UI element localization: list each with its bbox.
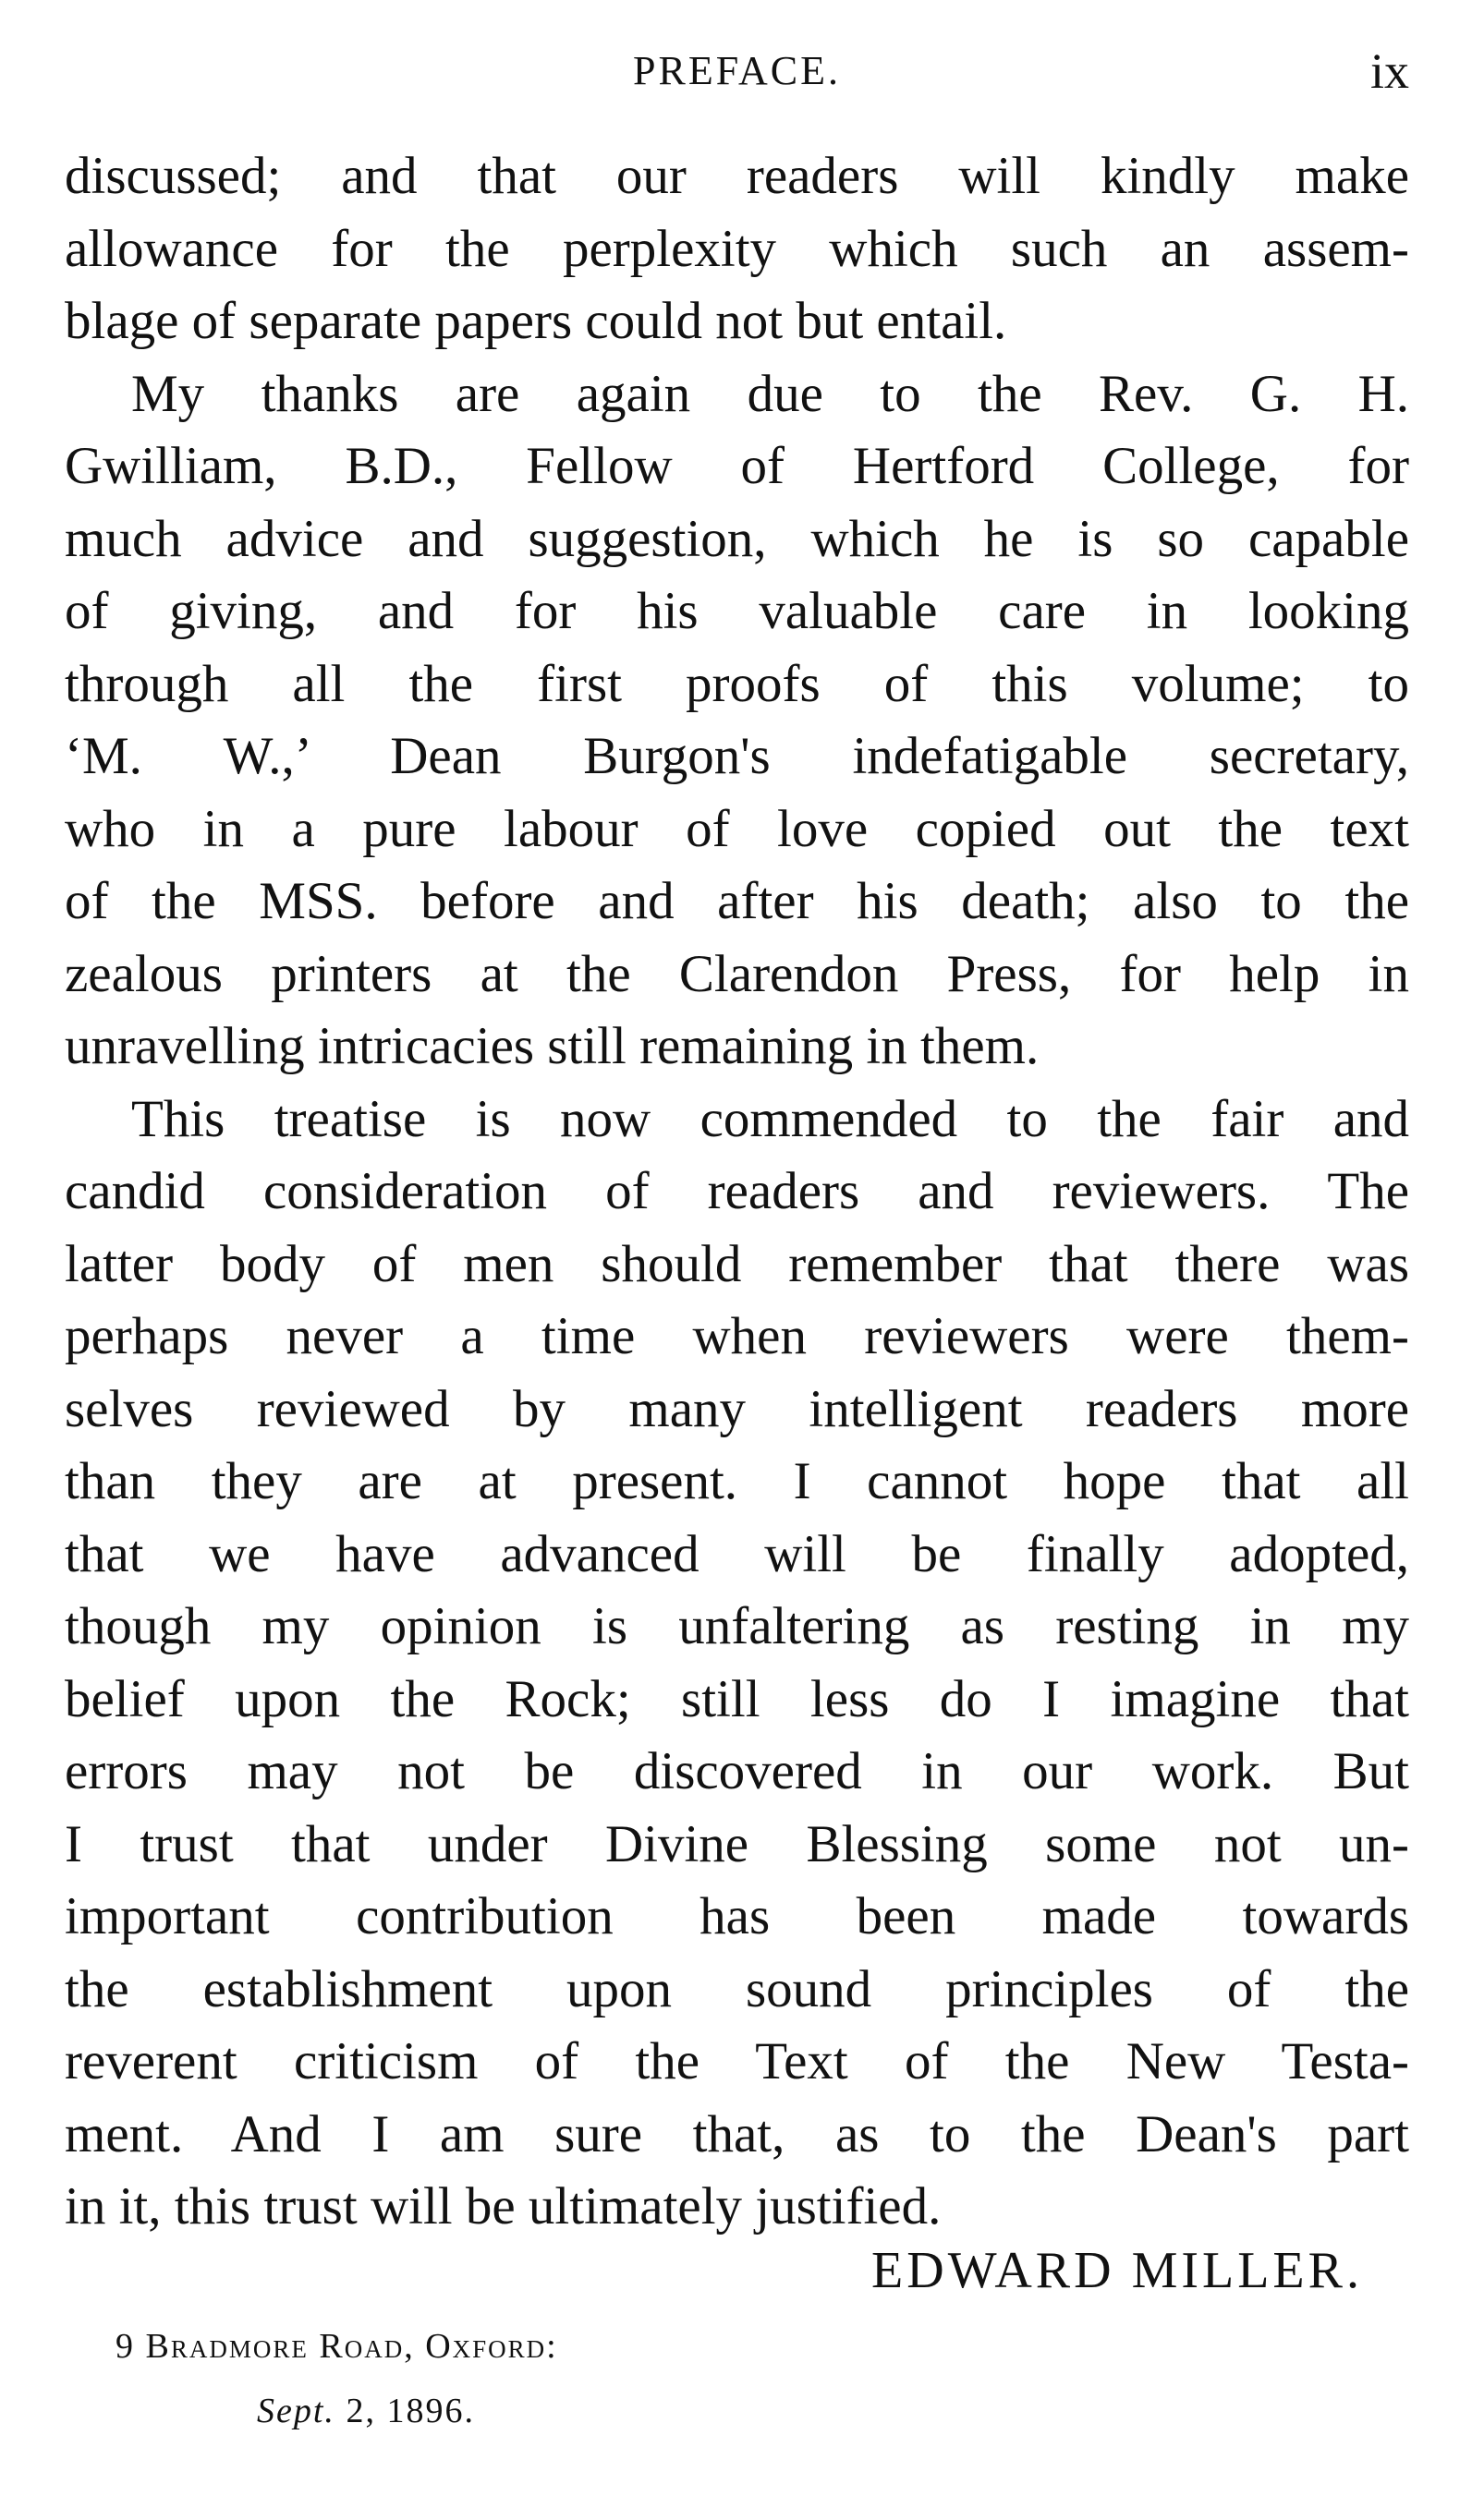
text-line: of the MSS. before and after his death; also to the <box>65 872 1409 930</box>
text-line: important contribution has been made towards <box>65 1887 1409 1945</box>
page-number: ix <box>1369 43 1409 99</box>
text-line: discussed; and that our readers will kindly make <box>65 147 1409 205</box>
text-line: through all the first proofs of this volume; to <box>65 654 1409 713</box>
text-line: of giving, and for his valuable care in looking <box>65 582 1409 640</box>
text-line: unravelling intricacies still remaining in them. <box>65 1017 1040 1075</box>
page-header <box>65 39 1409 103</box>
text-line: errors may not be discovered in our work. But <box>65 1742 1409 1800</box>
address-line: 9 Bradmore Road, Oxford: <box>116 2327 558 2366</box>
text-line: who in a pure labour of love copied out the text <box>65 799 1409 858</box>
text-line: in it, this trust will be ultimately justified. <box>65 2177 942 2235</box>
text-line: than they are at present. I cannot hope that all <box>65 1452 1409 1510</box>
text-line: latter body of men should remember that there was <box>65 1234 1409 1293</box>
text-line: My thanks are again due to the Rev. G. H. <box>131 364 1409 423</box>
text-line: selves reviewed by many intelligent readers more <box>65 1379 1409 1438</box>
text-line: that we have advanced will be finally adopted, <box>65 1524 1409 1583</box>
text-line: Gwilliam, B.D., Fellow of Hertford College, for <box>65 437 1409 495</box>
text-line: zealous printers at the Clarendon Press, for help in <box>65 944 1409 1003</box>
text-line: much advice and suggestion, which he is so capable <box>65 509 1409 568</box>
text-line: the establishment upon sound principles of the <box>65 1959 1409 2018</box>
text-line: I trust that under Divine Blessing some not un- <box>65 1814 1409 1873</box>
date-month: Sept. <box>257 2392 335 2430</box>
text-line: This treatise is now commended to the fair and <box>131 1089 1409 1148</box>
author-signature: EDWARD MILLER. <box>871 2242 1363 2299</box>
text-line: reverent criticism of the Text of the New Testa- <box>65 2032 1409 2090</box>
text-line: belief upon the Rock; still less do I imagine that <box>65 1669 1409 1728</box>
text-line: blage of separate papers could not but entail. <box>65 292 1007 350</box>
text-line: though my opinion is unfaltering as resting in my <box>65 1597 1409 1655</box>
body-text <box>65 140 1409 2244</box>
text-line: candid consideration of readers and reviewers. The <box>65 1162 1409 1220</box>
date-line <box>257 2383 475 2439</box>
text-line: ‘M. W.,’ Dean Burgon's indefatigable secretary, <box>65 727 1409 785</box>
running-head: PREFACE. <box>633 48 841 93</box>
text-line: allowance for the perplexity which such an assem- <box>65 219 1409 278</box>
text-line: perhaps never a time when reviewers were them- <box>65 1307 1409 1365</box>
date-rest: 2, 1896. <box>346 2392 475 2430</box>
text-line: ment. And I am sure that, as to the Dean's part <box>65 2104 1409 2163</box>
